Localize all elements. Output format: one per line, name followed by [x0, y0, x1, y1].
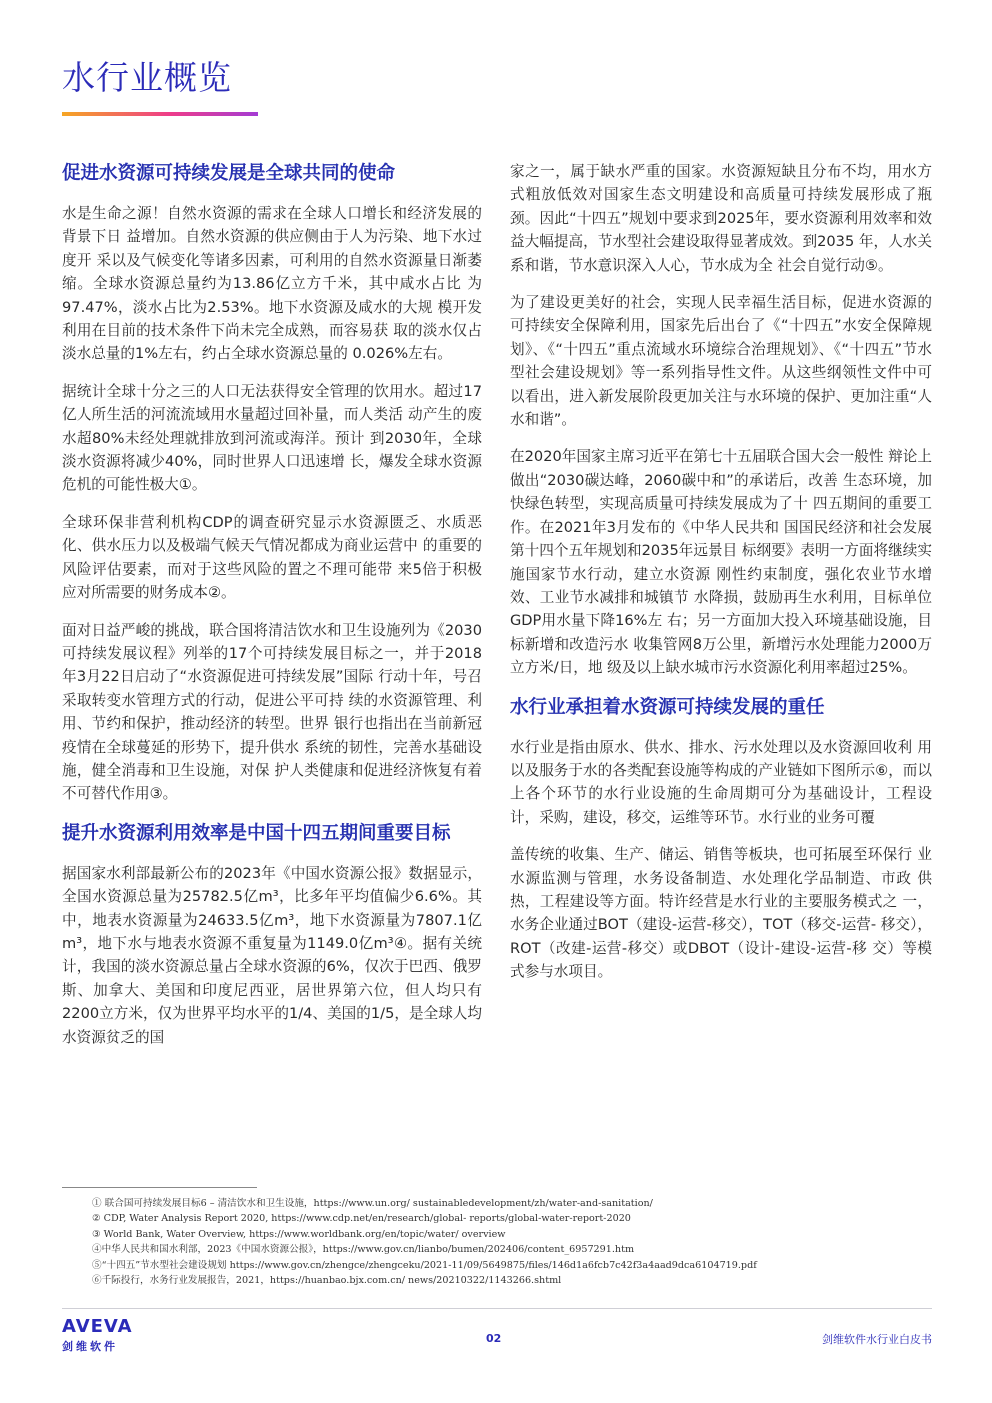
footnote: ⑤“十四五”节水型社会建设规划 https://www.gov.cn/zhengce/zhengceku/2021-11/09/5649875/files/146d1a6fcb7c42f3a4aad9dca6104719.pdf	[92, 1259, 757, 1271]
footer-divider	[62, 1308, 932, 1309]
paragraph: 全球环保非营利机构CDP的调查研究显示水资源匮乏、水质恶化、供水压力以及极端气候天气情况都成为商业运营中 的重要的风险评估要素，而对于这些风险的置之不理可能带 来5倍于积极应对所需要的财务成本②。	[62, 513, 482, 602]
page-number: 02	[486, 1332, 502, 1345]
title-accent-rule	[62, 112, 258, 116]
footnotes-divider	[62, 1187, 257, 1188]
paragraph: 在2020年国家主席习近平在第七十五届联合国大会一般性 辩论上做出“2030碳达峰，2060碳中和”的承诺后，改善 生态环境，加快绿色转型，实现高质量可持续发展成为了十 四五期间的重要工作。在2021年3月发布的《中华人民共和 国国民经济和社会发展第十四个五年规划和2035年远景目 标纲要》表明一方面将继续实施国家节水行动，建立水资源 刚性约束制度，强化农业节水增效、工业节水减排和城镇节 水降损，鼓励再生水利用，目标单位GDP用水量下降16%左 右；另一方面加大投入环境基础设施，目标新增和改造污水 收集管网8万公里，新增污水处理能力2000万立方米/日，地 级及以上缺水城市污水资源化利用率超过25%。	[510, 448, 932, 677]
paragraph: 据国家水利部最新公布的2023年《中国水资源公报》数据显示，全国水资源总量为25782.5亿m³，比多年平均值偏少6.6%。其中，地表水资源量为24633.5亿m³，地下水资源量为7807.1亿m³，地下水与地表水资源不重复量为1149.0亿m³④。据有关统计，我国的淡水资源总量占全球水资源的6%，仅次于巴西、俄罗斯、加拿大、美国和印度尼西亚，居世界第六位，但人均只有2200立方米，仅为世界平均水平的1/4、美国的1/5，是全球人均水资源贫乏的国	[62, 864, 482, 1046]
paragraph: 据统计全球十分之三的人口无法获得安全管理的饮用水。超过17亿人所生活的河流流域用水量超过回补量，而人类活 动产生的废水超80%未经处理就排放到河流或海洋。预计 到2030年，全球淡水资源将减少40%，同时世界人口迅速增 长，爆发全球水资源危机的可能性极大①。	[62, 382, 482, 494]
logo-subtitle: 剑维软件	[62, 1340, 118, 1353]
paragraph: 家之一，属于缺水严重的国家。水资源短缺且分布不均，用水方式粗放低效对国家生态文明建设和高质量可持续发展形成了瓶颈。因此“十四五”规划中要求到2025年，要水资源利用效率和效益大幅提高，节水型社会建设取得显著成效。到2035 年，人水关系和谐，节水意识深入人心，节水成为全 社会自觉行动⑤。	[510, 163, 932, 274]
section-heading-industry-responsibility: 水行业承担着水资源可持续发展的重任	[510, 696, 825, 718]
document-name: 剑维软件水行业白皮书	[822, 1333, 932, 1346]
right-column	[510, 160, 932, 998]
paragraph: 为了建设更美好的社会，实现人民幸福生活目标，促进水资源的可持续安全保障利用，国家先后出台了《“十四五”水安全保障规划》、《“十四五”重点流域水环境综合治理规划》、《“十四五”节水型社会建设规划》等一系列指导性文件。从这些纲领性文件中可以看出，进入新发展阶段更加关注与水环境的保护、更加注重“人水和谐”。	[510, 294, 932, 429]
footnote: ⑥千际投行，水务行业发展报告，2021，https://huanbao.bjx.com.cn/ news/20210322/1143266.shtml	[92, 1275, 562, 1287]
paragraph: 面对日益严峻的挑战，联合国将清洁饮水和卫生设施列为《2030可持续发展议程》列举的17个可持续发展目标之一，并于2018年3月22日启动了“水资源促进可持续发展”国际 行动十年，号召采取转变水管理方式的行动，促进公平可持 续的水资源管理、利用、节约和保护，推动经济的转型。世界 银行也指出在当前新冠疫情在全球蔓延的形势下，提升供水 系统的韧性，完善水基础设施，健全消毒和卫生设施，对保 护人类健康和促进经济恢复有着不可替代作用③。	[62, 621, 482, 803]
footnotes	[92, 1196, 932, 1288]
paragraph: 水是生命之源！自然水资源的需求在全球人口增长和经济发展的背景下日 益增加。自然水资源的供应侧由于人为污染、地下水过度开 采以及气候变化等诸多因素，可利用的自然水资源量日渐萎 缩。全球水资源总量约为13.86亿立方千米，其中咸水占比 为97.47%，淡水占比为2.53%。地下水资源及咸水的大规 模开发利用在目前的技术条件下尚未完全成熟，而容易获 取的淡水仅占淡水总量的1%左右，约占全球水资源总量的 0.026%左右。	[62, 205, 482, 363]
aveva-logo	[62, 1318, 132, 1354]
section-heading-efficiency-goal: 提升水资源利用效率是中国十四五期间重要目标	[62, 822, 451, 844]
footnote: ② CDP, Water Analysis Report 2020, https://www.cdp.net/en/research/global- reports/global-water-report-2020	[92, 1213, 631, 1225]
logo-wordmark: AVEVA	[62, 1316, 133, 1337]
footnote: ③ World Bank, Water Overview, https://www.worldbank.org/en/topic/water/ overview	[92, 1228, 506, 1240]
left-column	[62, 160, 482, 1063]
page-title: 水行业概览	[62, 58, 232, 97]
footnote: ④中华人民共和国水利部，2023《中国水资源公报》，https://www.gov.cn/lianbo/bumen/202406/content_6957291.htm	[92, 1244, 635, 1256]
footnote: ① 联合国可持续发展目标6 – 清洁饮水和卫生设施，https://www.un.org/ sustainabledevelopment/zh/water-and-sanitation/	[92, 1198, 653, 1209]
paragraph: 盖传统的收集、生产、储运、销售等板块，也可拓展至环保行 业水源监测与管理，水务设备制造、水处理化学品制造、市政 供热，工程建设等方面。特许经营是水行业的主要服务模式之 一，水务企业通过BOT（建设-运营-移交），TOT（移交-运营- 移交），ROT（改建-运营-移交）或DBOT（设计-建设-运营-移 交）等模式参与水项目。	[510, 846, 932, 981]
paragraph: 水行业是指由原水、供水、排水、污水处理以及水资源回收利 用以及服务于水的各类配套设施等构成的产业链如下图所示⑥，而以上各个环节的水行业设施的生命周期可分为基础设计，工程设计，采购，建设，移交，运维等环节。水行业的业务可覆	[510, 738, 932, 826]
section-heading-global-mission: 促进水资源可持续发展是全球共同的使命	[62, 163, 396, 184]
